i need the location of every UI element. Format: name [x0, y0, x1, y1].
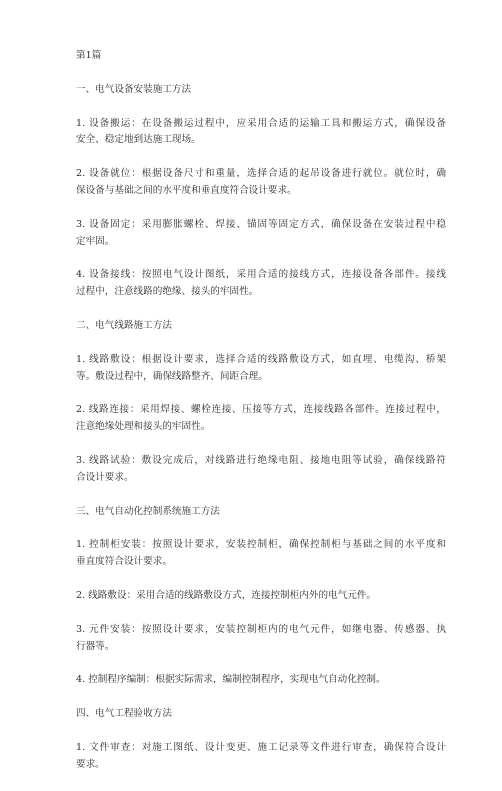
text-line: 1. 控制柜安装：按照设计要求，安装控制柜，确保控制柜与基础之间的水平度和 — [76, 539, 446, 551]
paragraph — [76, 166, 446, 200]
text-line: 等。敷设过程中，确保线路整齐、间距合理。 — [76, 370, 268, 382]
text-line: 2. 线路连接：采用焊接、螺栓连接、压接等方式，连接线路各部件。连接过程中， — [76, 404, 446, 416]
text-line: 1. 文件审查：对施工图纸、设计变更、施工记录等文件进行审查，确保符合设计 — [76, 741, 446, 753]
section-heading: 二、电气线路施工方法 — [76, 319, 172, 331]
text-line: 3. 设备固定：采用膨胀螺栓、焊接、锚固等固定方式，确保设备在安装过程中稳 — [76, 218, 446, 230]
paragraph — [76, 740, 446, 774]
text-line: 3. 元件安装：按照设计要求，安装控制柜内的电气元件，如继电器、传感器、执 — [76, 623, 446, 635]
paragraph — [76, 453, 446, 487]
text-line: 定牢固。 — [76, 235, 115, 247]
text-line: 1. 线路敷设：根据设计要求，选择合适的线路敷设方式，如直埋、电缆沟、桥架 — [76, 353, 446, 365]
text-line: 4. 设备接线：按照电气设计图纸，采用合适的接线方式，连接设备各部件。接线 — [76, 269, 446, 281]
text-line: 合设计要求。 — [76, 471, 134, 483]
text-line: 垂直度符合设计要求。 — [76, 556, 172, 568]
text-line: 4. 控制程序编制：根据实际需求，编制控制程序，实现电气自动化控制。 — [76, 674, 386, 686]
text-line: 要求。 — [76, 758, 105, 770]
section-heading: 四、电气工程验收方法 — [76, 708, 172, 720]
paragraph — [76, 116, 446, 150]
paragraph — [76, 622, 446, 656]
paragraph — [76, 352, 446, 386]
text-line: 安全、稳定地到达施工现场。 — [76, 134, 201, 146]
text-line: 2. 线路敷设：采用合适的线路敷设方式，连接控制柜内外的电气元件。 — [76, 589, 377, 601]
text-line: 保设备与基础之间的水平度和垂直度符合设计要求。 — [76, 184, 297, 196]
text-line: 行器等。 — [76, 640, 115, 652]
paragraph — [76, 402, 446, 436]
paragraph — [76, 217, 446, 251]
paragraph — [76, 267, 446, 301]
paragraph — [76, 537, 446, 571]
paragraph — [76, 672, 446, 689]
text-line: 2. 设备就位：根据设备尺寸和重量，选择合适的起吊设备进行就位。就位时，确 — [76, 168, 446, 180]
paragraph — [76, 588, 446, 605]
text-line: 过程中，注意线路的绝缘、接头的牢固性。 — [76, 286, 259, 298]
text-line: 注意绝缘处理和接头的牢固性。 — [76, 421, 211, 433]
page-label: 第1篇 — [76, 50, 102, 61]
text-line: 3. 线路试验：敷设完成后，对线路进行绝缘电阻、接地电阻等试验，确保线路符 — [76, 454, 446, 466]
section-heading: 一、电气设备安装施工方法 — [76, 83, 192, 95]
document-body — [76, 48, 446, 791]
text-line: 1. 设备搬运：在设备搬运过程中，应采用合适的运输工具和搬运方式，确保设备 — [76, 117, 446, 129]
section-heading: 三、电气自动化控制系统施工方法 — [76, 505, 220, 517]
